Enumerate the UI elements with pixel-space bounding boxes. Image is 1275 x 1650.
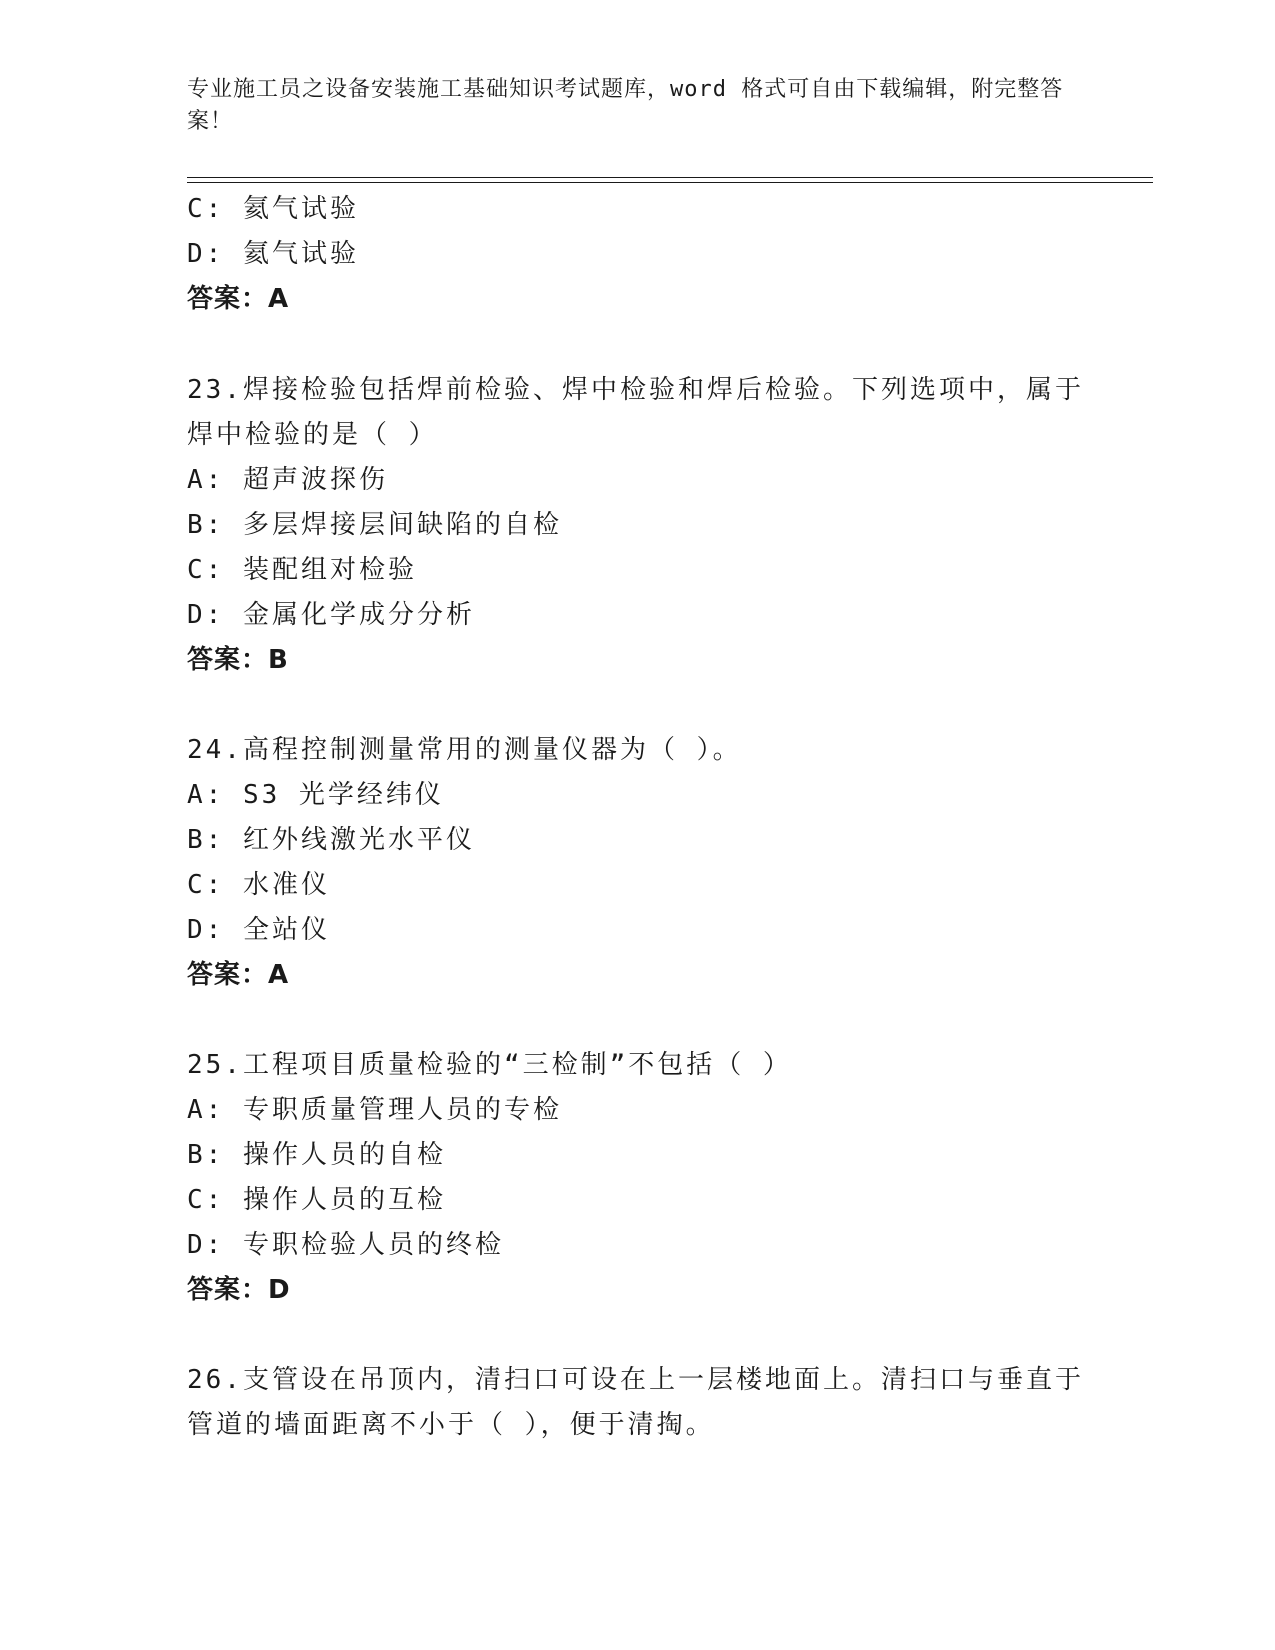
document-header: 专业施工员之设备安装施工基础知识考试题库，word 格式可自由下载编辑，附完整答案！ xyxy=(187,77,1064,134)
q23-option-a: A: 超声波探伤 xyxy=(187,465,388,495)
q23-answer: 答案：B xyxy=(187,645,289,675)
question-25: 25.工程项目质量检验的“三检制”不包括（ ） xyxy=(187,1050,792,1080)
q25-option-b: B: 操作人员的自检 xyxy=(187,1140,446,1170)
question-26-line1: 26.支管设在吊顶内，清扫口可设在上一层楼地面上。清扫口与垂直于 xyxy=(187,1365,1084,1395)
q24-option-c: C: 水准仪 xyxy=(187,870,330,900)
q23-option-d: D: 金属化学成分分析 xyxy=(187,600,475,630)
answer-line: 答案：A xyxy=(187,284,290,314)
q25-option-d: D: 专职检验人员的终检 xyxy=(187,1230,504,1260)
question-24: 24.高程控制测量常用的测量仪器为（ ）。 xyxy=(187,735,742,765)
q24-option-a: A: S3 光学经纬仪 xyxy=(187,780,444,810)
option-d: D: 氦气试验 xyxy=(187,239,359,269)
question-26-line2: 管道的墙面距离不小于（ ），便于清掏。 xyxy=(187,1410,715,1440)
question-23-line1: 23.焊接检验包括焊前检验、焊中检验和焊后检验。下列选项中，属于 xyxy=(187,375,1084,405)
header-rule-bottom xyxy=(187,182,1153,183)
q23-option-b: B: 多层焊接层间缺陷的自检 xyxy=(187,510,562,540)
q25-answer: 答案：D xyxy=(187,1275,291,1305)
header-rule-top xyxy=(187,177,1153,178)
q24-option-d: D: 全站仪 xyxy=(187,915,330,945)
q25-option-c: C: 操作人员的互检 xyxy=(187,1185,446,1215)
q23-option-c: C: 装配组对检验 xyxy=(187,555,417,585)
option-c: C: 氦气试验 xyxy=(187,194,359,224)
q24-option-b: B: 红外线激光水平仪 xyxy=(187,825,475,855)
q25-option-a: A: 专职质量管理人员的专检 xyxy=(187,1095,562,1125)
question-23-line2: 焊中检验的是（ ） xyxy=(187,420,438,450)
q24-answer: 答案：A xyxy=(187,960,290,990)
